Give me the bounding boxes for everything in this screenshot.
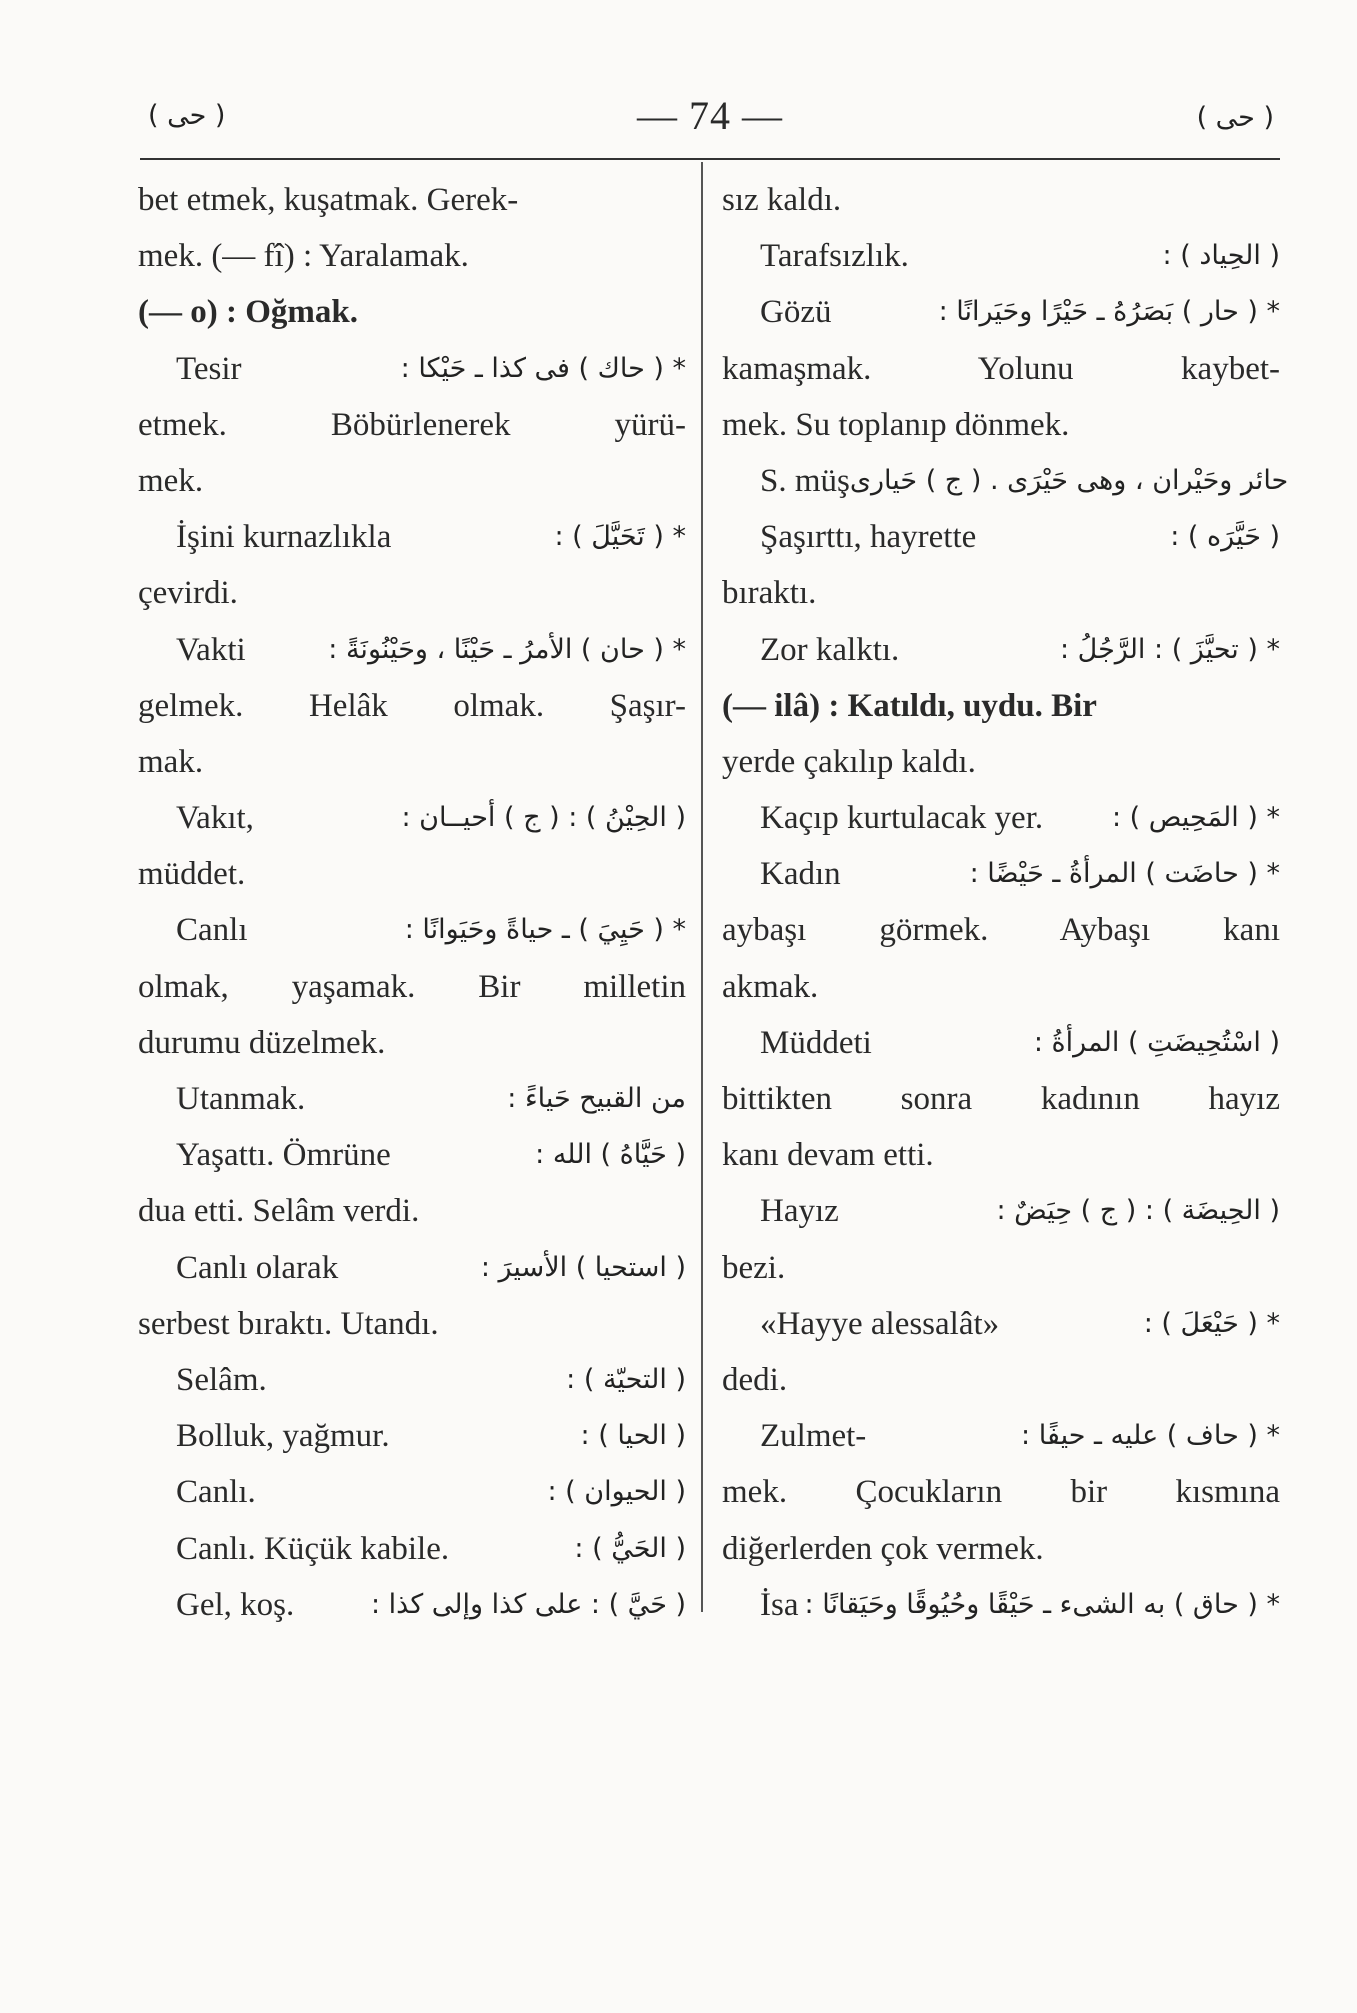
dictionary-entry [722, 509, 1280, 565]
definition-line: gelmek. Helâk olmak. Şaşır- [138, 687, 686, 724]
dictionary-entry [138, 1577, 686, 1633]
entry-turkish-text: Gel, koş. [176, 1586, 295, 1623]
right-column [722, 172, 1289, 1633]
definition-line: (— o) : Oğmak. [138, 294, 358, 331]
dictionary-entry [722, 790, 1280, 846]
entry-turkish-text: Vakıt, [176, 800, 254, 837]
definition-line: etmek. Böbürlenerek yürü- [138, 406, 686, 443]
entry-turkish-text: İsa [760, 1586, 799, 1623]
dictionary-entry [138, 1127, 686, 1183]
entry-turkish-text: Kaçıp kurtulacak yer. [760, 800, 1044, 837]
definition-line: mek. Su toplanıp dönmek. [722, 406, 1070, 443]
entry-arabic-headword: ( الحِياد ) : [1162, 240, 1280, 272]
entry-arabic-headword: ( اسْتُحِيضَتِ ) المرأةُ : [1033, 1026, 1280, 1058]
dictionary-entry [138, 1521, 686, 1577]
entry-turkish-text: Zulmet- [760, 1418, 867, 1455]
entry-turkish-text: Canlı. Küçük kabile. [176, 1530, 450, 1567]
definition-line: mek. Çocukların bir kısmına [722, 1474, 1280, 1511]
entry-turkish-text: Gözü [760, 294, 832, 331]
dictionary-entry [138, 1071, 686, 1127]
dictionary-entry [138, 341, 686, 397]
dictionary-entry [138, 1240, 686, 1296]
dictionary-entry [722, 228, 1280, 284]
column-divider [701, 162, 703, 1612]
entry-turkish-text: Canlı [176, 912, 248, 949]
entry-turkish-text: Utanmak. [176, 1081, 306, 1117]
entry-arabic-headword: ( الحِيْنُ ) : ( ج ) أحيــان : [401, 802, 686, 834]
entry-arabic-headword: ( الحيوان ) : [547, 1476, 686, 1508]
dictionary-entry [138, 1408, 686, 1464]
entry-arabic-headword: * ( حَيْعَلَ ) : [1143, 1307, 1280, 1339]
entry-turkish-text: Şaşırttı, hayrette [760, 519, 977, 556]
entry-turkish-text: Bolluk, yağmur. [176, 1418, 390, 1455]
definition-line: durumu düzelmek. [138, 1024, 386, 1061]
entry-arabic-headword: * ( حاك ) فى كذا ـ حَيْكا : [400, 352, 686, 384]
dictionary-entry [722, 622, 1280, 678]
header-right-guide: ( حى ) [1196, 102, 1274, 133]
definition-line: mak. [138, 743, 204, 780]
entry-turkish-text: Kadın [760, 856, 841, 893]
definition-line: yerde çakılıp kaldı. [722, 743, 976, 780]
dictionary-entry [138, 622, 686, 678]
dictionary-entry [138, 790, 686, 846]
definition-line: dua etti. Selâm verdi. [138, 1193, 420, 1230]
entry-turkish-text: Müddeti [760, 1024, 872, 1061]
entry-arabic-headword: * ( حار ) بَصَرُهُ ـ حَيْرًا وحَيَرانًا : [938, 296, 1280, 328]
definition-line: kamaşmak. Yolunu kaybet- [722, 350, 1280, 387]
definition-line: kanı devam etti. [722, 1137, 934, 1174]
page-header [140, 92, 1280, 162]
definition-line: dedi. [722, 1361, 788, 1398]
definition-line: bittikten sonra kadının hayız [722, 1081, 1280, 1117]
dictionary-entry [722, 1577, 1280, 1633]
entry-arabic-headword: ( الحِيضَة ) : ( ج ) حِيَضٌ : [996, 1195, 1280, 1227]
entry-arabic-headword: ( التحيّة ) : [566, 1363, 686, 1395]
definition-line: diğerlerden çok vermek. [722, 1530, 1044, 1567]
definition-line: çevirdi. [138, 575, 238, 612]
entry-arabic-headword: ( الحيا ) : [580, 1420, 686, 1452]
entry-turkish-text: Zor kalktı. [760, 631, 900, 668]
entry-arabic-headword: ( الحَيُّ ) : [574, 1532, 686, 1564]
entry-arabic-headword: * ( حاف ) عليه ـ حيفًا : [1021, 1420, 1280, 1452]
entry-arabic-headword: * ( تَحَيَّلَ ) : [554, 521, 686, 553]
entry-arabic-headword: * ( حاضَت ) المرأةُ ـ حَيْضًا : [969, 858, 1280, 890]
entry-arabic-headword: * ( حاق ) به الشىء ـ حَيْقًا وحُيُوقًا وحَيَقانًا : [804, 1588, 1280, 1620]
definition-line: müddet. [138, 856, 246, 893]
definition-line: serbest bıraktı. Utandı. [138, 1305, 439, 1342]
entry-turkish-text: Yaşattı. Ömrüne [176, 1137, 391, 1174]
definition-line: mek. [138, 462, 204, 499]
entry-arabic-headword: من القبيح حَياءً : [507, 1083, 686, 1114]
dictionary-entry [722, 1015, 1280, 1071]
definition-line: mek. (— fî) : Yaralamak. [138, 238, 469, 275]
entry-arabic-headword: * ( حَيِيَ ) ـ حياةً وحَيَوانًا : [404, 914, 686, 946]
dictionary-entry [722, 1408, 1280, 1464]
entry-arabic-headword: * ( حان ) الأمرُ ـ حَيْنًا ، وحَيْنُونَةً : [328, 633, 686, 665]
dictionary-entry [722, 453, 1289, 509]
entry-arabic-headword: * ( المَحِيص ) : [1112, 802, 1280, 834]
entry-turkish-text: «Hayye alessalât» [760, 1305, 1000, 1342]
definition-line: sız kaldı. [722, 182, 842, 218]
header-left-guide: ( حى ) [148, 100, 226, 131]
left-column [138, 172, 686, 1633]
entry-turkish-text: İşini kurnazlıkla [176, 519, 392, 556]
definition-line: (— ilâ) : Katıldı, uydu. Bir [722, 687, 1097, 724]
entry-arabic-headword: * ( تحيَّزَ ) : الرَّجُلُ : [1059, 633, 1280, 665]
entry-arabic-headword: ( حَيَّاهُ ) الله : [535, 1139, 686, 1171]
entry-arabic-headword: ( حَيَّ ) : على كذا وإلى كذا : [371, 1588, 686, 1620]
entry-arabic-headword: ( حَيَّرَه ) : [1170, 521, 1280, 553]
entry-turkish-text: S. müş [760, 462, 850, 499]
definition-line: olmak, yaşamak. Bir milletin [138, 968, 686, 1005]
definition-line: aybaşı görmek. Aybaşı kanı [722, 912, 1280, 949]
dictionary-entry [138, 1352, 686, 1408]
dictionary-entry [722, 284, 1280, 340]
dictionary-entry [138, 509, 686, 565]
dictionary-entry [138, 1464, 686, 1520]
definition-line: bıraktı. [722, 575, 817, 612]
dictionary-entry [722, 1183, 1280, 1239]
entry-turkish-text: Tarafsızlık. [760, 238, 909, 275]
definition-line: bet etmek, kuşatmak. Gerek- [138, 182, 519, 218]
entry-turkish-text: Canlı olarak [176, 1249, 339, 1286]
entry-turkish-text: Selâm. [176, 1361, 267, 1398]
entry-turkish-text: Tesir [176, 350, 242, 387]
entry-turkish-text: Hayız [760, 1193, 839, 1230]
dictionary-entry [138, 902, 686, 958]
entry-arabic-headword: حائر وحَيْران ، وهى حَيْرَى . ( ج ) حَيارى [849, 464, 1289, 496]
dictionary-entry [722, 846, 1280, 902]
header-rule [140, 158, 1280, 160]
entry-turkish-text: Canlı. [176, 1474, 256, 1511]
definition-line: akmak. [722, 968, 819, 1005]
entry-turkish-text: Vakti [176, 631, 246, 668]
entry-arabic-headword: ( استحيا ) الأسيرَ : [480, 1251, 686, 1283]
page-number: — 74 — [637, 93, 783, 138]
definition-line: bezi. [722, 1249, 786, 1286]
dictionary-entry [722, 1296, 1280, 1352]
